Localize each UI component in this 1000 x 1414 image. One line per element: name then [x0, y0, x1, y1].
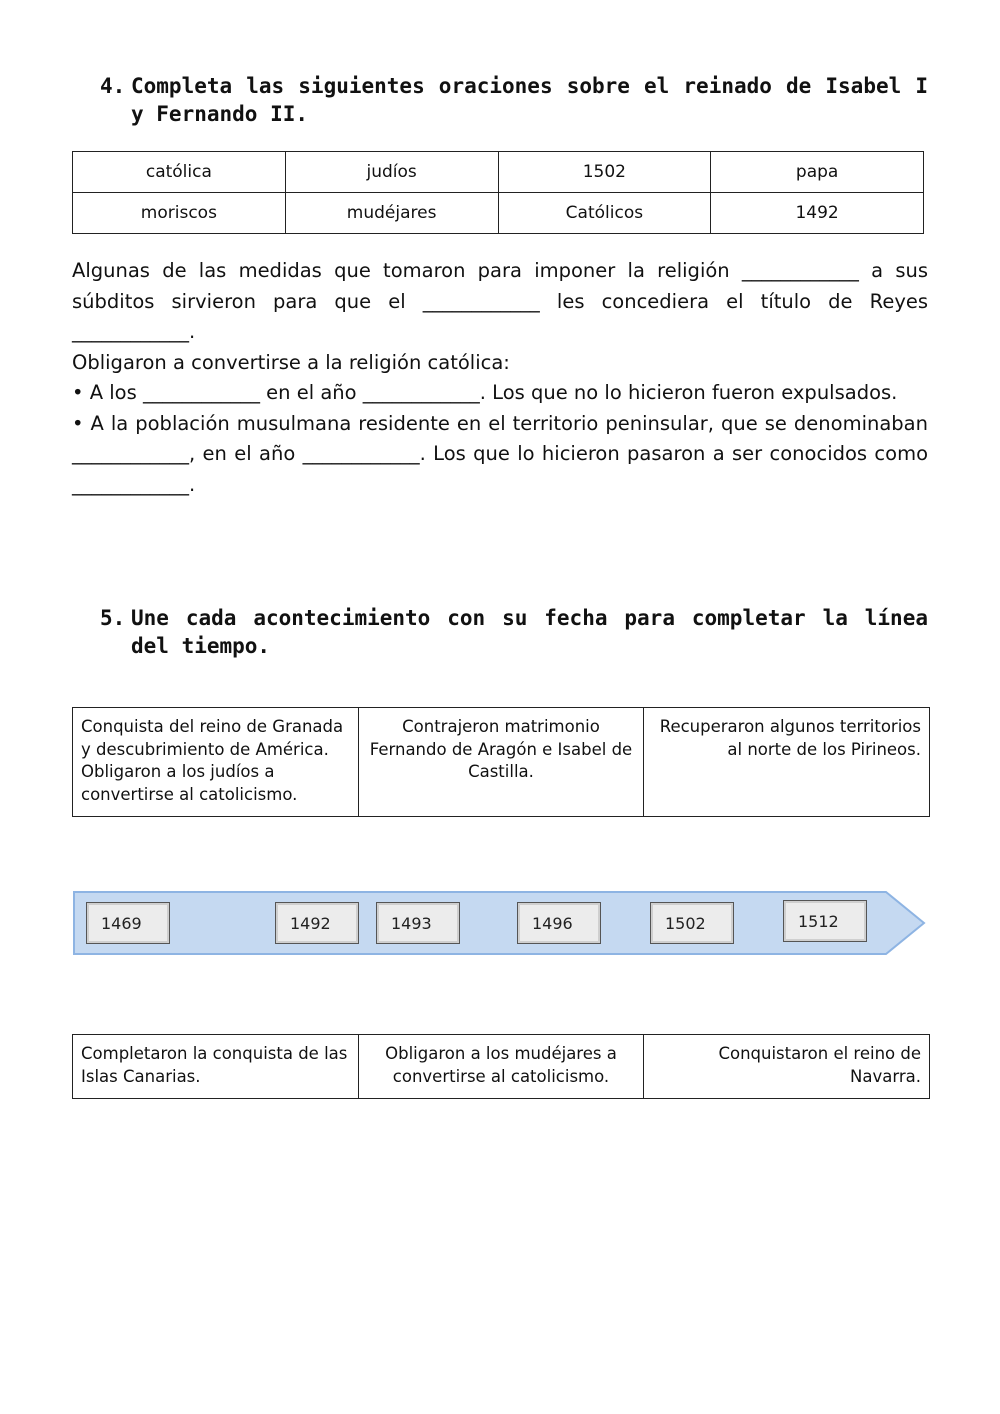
paragraph-line: Algunas de las medidas que tomaron para imponer la religión ____________ a sus súbditos sirvieron para que el ____________ les concediera el título de Reyes ____________.	[72, 259, 929, 343]
word-cell: judíos	[285, 152, 498, 193]
word-cell: papa	[711, 152, 924, 193]
text: • A la población musulmana residente en el territorio peninsular, que se denominaban	[72, 411, 928, 435]
blank-field[interactable]: ____________	[741, 259, 859, 282]
timeline	[72, 888, 932, 958]
table-row	[73, 152, 924, 193]
event-card[interactable]: Completaron la conquista de las Islas Canarias.	[73, 1035, 359, 1099]
blank-field[interactable]: ____________	[362, 381, 480, 404]
year-box[interactable]: 1469	[86, 902, 170, 944]
table-row	[73, 193, 924, 234]
question-text: Une cada acontecimiento con su fecha para completar la línea del tiempo.	[131, 606, 928, 658]
text: en el año	[266, 381, 357, 404]
table-row	[73, 1035, 930, 1099]
event-card[interactable]: Obligaron a los mudéjares a convertirse al catolicismo.	[358, 1035, 644, 1099]
event-card[interactable]: Conquista del reino de Granada y descubrimiento de América. Obligaron a los judíos a convertirse al catolicismo.	[73, 708, 359, 817]
year-box[interactable]: 1493	[376, 902, 460, 944]
text: , en el año	[189, 442, 296, 465]
year-box[interactable]: 1512	[783, 900, 867, 942]
word-bank-table	[72, 151, 924, 234]
year-box[interactable]: 1502	[650, 902, 734, 944]
text: . Los que lo hicieron pasaron a ser conocidos como	[419, 442, 929, 465]
year-box[interactable]: 1496	[517, 902, 601, 944]
question-text: Completa las siguientes oraciones sobre el reinado de Isabel I y Fernando II.	[131, 74, 928, 126]
event-card[interactable]: Conquistaron el reino de Navarra.	[644, 1035, 930, 1099]
paragraph-line	[72, 378, 928, 409]
events-table-bottom	[72, 1034, 930, 1099]
word-cell: católica	[73, 152, 286, 193]
events-table-top	[72, 707, 930, 817]
paragraph-line: Obligaron a convertirse a la religión católica:	[72, 350, 510, 374]
question-4-title	[100, 72, 928, 128]
word-cell: 1492	[711, 193, 924, 234]
word-cell: 1502	[498, 152, 711, 193]
blank-field[interactable]: ____________	[142, 381, 260, 404]
event-card[interactable]: Recuperaron algunos territorios al norte de los Pirineos.	[644, 708, 930, 817]
table-row	[73, 708, 930, 817]
text: • A los	[72, 381, 137, 404]
text: les concediera el título de Reyes	[556, 289, 929, 313]
fill-in-paragraph	[72, 256, 928, 500]
blank-field[interactable]: ____________	[72, 472, 189, 496]
text: a sus súbditos sirvieron para que el	[72, 259, 929, 313]
blank-field[interactable]: ____________	[422, 289, 540, 313]
blank-field[interactable]: ____________	[72, 320, 189, 343]
question-number: 4.	[100, 74, 126, 98]
text: . Los que no lo hicieron fueron expulsados.	[479, 381, 898, 404]
word-cell: mudéjares	[285, 193, 498, 234]
text: Algunas de las medidas que tomaron para imponer la religión	[72, 259, 730, 282]
word-cell: Católicos	[498, 193, 711, 234]
paragraph-line: • A la población musulmana residente en el territorio peninsular, que se denominaban ____________, en el año ____________. Los que lo hicieron pasaron a ser conocidos como ____________.	[72, 411, 929, 496]
event-card[interactable]: Contrajeron matrimonio Fernando de Aragón e Isabel de Castilla.	[358, 708, 644, 817]
word-cell: moriscos	[73, 193, 286, 234]
year-box[interactable]: 1492	[275, 902, 359, 944]
blank-field[interactable]: ____________	[72, 442, 189, 465]
question-5-title	[100, 604, 928, 660]
blank-field[interactable]: ____________	[302, 442, 420, 465]
question-number: 5.	[100, 606, 126, 630]
